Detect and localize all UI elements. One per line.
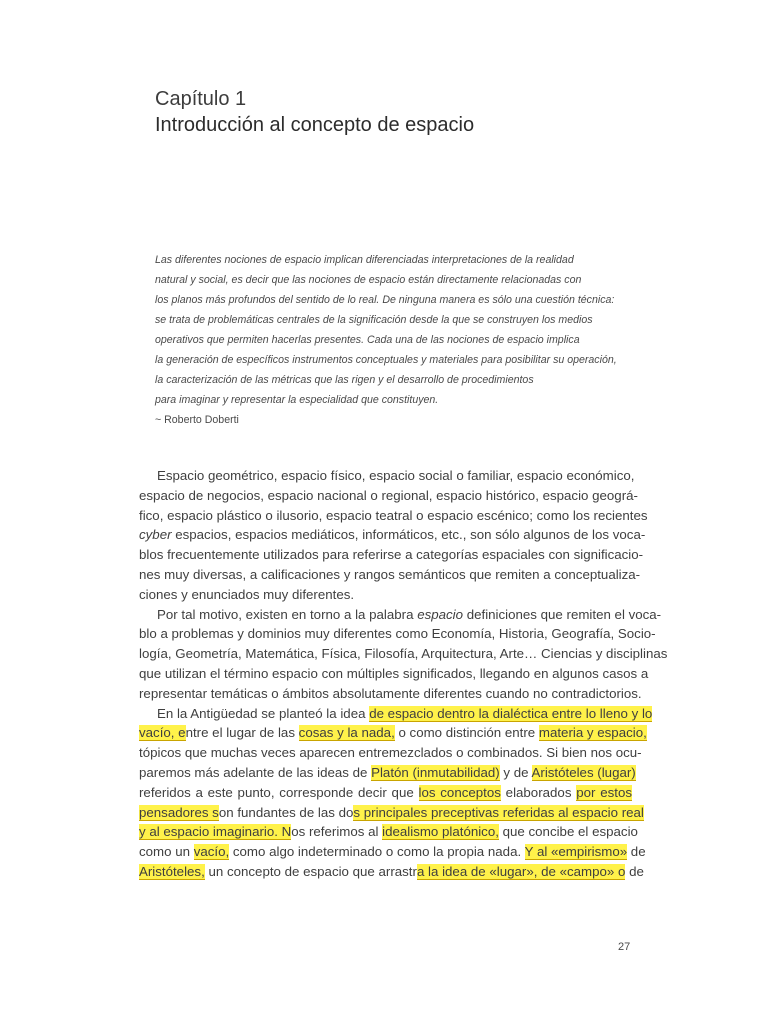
epigraph-line: Las diferentes nociones de espacio implican diferenciadas interpretaciones de la realidad: [155, 254, 574, 266]
epigraph-line: para imaginar y representar la especialidad que constituyen.: [155, 394, 439, 406]
highlight: Y al «empirismo»: [524, 844, 628, 860]
page-number: 27: [618, 941, 631, 953]
highlight: los conceptos: [418, 784, 501, 800]
text-run: referidos a este punto, corresponde decir que: [139, 784, 419, 800]
text-run: paremos más adelante de las ideas de: [139, 764, 372, 780]
body-line: ciones y enunciados muy diferentes.: [139, 586, 355, 602]
highlight: vacío, e: [139, 725, 186, 741]
body-line: [139, 525, 646, 545]
body-line: [139, 704, 653, 724]
body-line: espacio de negocios, espacio nacional o regional, espacio histórico, espacio geográ-: [139, 487, 638, 503]
text-run: os referimos al: [291, 824, 383, 840]
epigraph-line: la caracterización de las métricas que las rigen y el desarrollo de procedimientos: [155, 374, 534, 386]
chapter-label: Capítulo 1: [155, 88, 247, 110]
highlight: y al espacio imaginario. N: [139, 824, 292, 840]
epigraph-line: natural y social, es decir que las nociones de espacio están directamente relacionadas con: [155, 274, 582, 286]
epigraph-line: se trata de problemáticas centrales de la significación desde la que se construyen los medios: [155, 314, 593, 326]
highlight: idealismo platónico,: [382, 824, 499, 840]
body-line: blos frecuentemente utilizados para referirse a categorías espaciales con significacio-: [139, 547, 644, 563]
epigraph-line: la generación de específicos instrumentos conceptuales y materiales para posibilitar su operación,: [155, 354, 617, 366]
body-line: tópicos que muchas veces aparecen entremezclados o combinados. Si bien nos ocu-: [139, 745, 642, 761]
text-run: como un: [139, 844, 194, 860]
highlight: Aristóteles,: [139, 863, 205, 879]
highlight: pensadores s: [139, 804, 219, 820]
body-line: que utilizan el término espacio con múltiples significados, llegando en algunos casos a: [139, 665, 649, 681]
italic-term: espacio: [417, 606, 464, 622]
text-run: espacios, espacios mediáticos, informáticos, etc., son sólo algunos de los voca-: [171, 527, 646, 543]
highlight: de espacio dentro la dialéctica entre lo lleno y lo: [369, 705, 653, 721]
text-run: de: [627, 844, 646, 860]
text-run: definiciones que remiten el voca-: [463, 606, 662, 622]
highlight: por estos: [576, 784, 632, 800]
epigraph-line: operativos que permiten hacerlas presentes. Cada una de las nociones de espacio implica: [155, 334, 580, 346]
body-line: Espacio geométrico, espacio físico, espacio social o familiar, espacio económico,: [157, 468, 635, 483]
body-line: [139, 763, 636, 783]
text-run: elaborados: [500, 784, 577, 800]
highlight: materia y espacio,: [538, 725, 647, 741]
body-text: [139, 466, 668, 882]
body-line: blo a problemas y dominios muy diferentes como Economía, Historia, Geografía, Socio-: [139, 626, 656, 642]
highlight: cosas y la nada,: [298, 725, 395, 741]
body-line: logía, Geometría, Matemática, Física, Filosofía, Arquitectura, Arte… Ciencias y disciplinas: [139, 646, 668, 662]
text-run: como algo indeterminado o como la propia nada.: [229, 844, 525, 860]
body-line: [139, 822, 638, 842]
text-run: En la Antigüedad se planteó la idea: [157, 705, 370, 721]
body-line: representar temáticas o ámbitos absolutamente diferentes cuando no contradictorios.: [139, 685, 642, 701]
highlight: vacío,: [193, 844, 230, 860]
italic-term: cyber: [139, 527, 172, 543]
text-run: on fundantes de las do: [218, 804, 354, 820]
highlight: Platón (inmutabilidad): [371, 764, 500, 780]
body-line: [139, 723, 647, 743]
body-line: [139, 783, 632, 803]
body-line: nes muy diversas, a calificaciones y rangos semánticos que remiten a conceptualiza-: [139, 566, 641, 582]
text-run: que concibe el espacio: [498, 824, 638, 840]
text-run: de: [625, 863, 644, 879]
highlight: s principales preceptivas referidas al espacio real: [353, 804, 644, 820]
chapter-title: Introducción al concepto de espacio: [155, 114, 475, 136]
body-line: [139, 862, 644, 882]
text-run: y de: [499, 764, 532, 780]
text-run: o como distinción entre: [394, 725, 539, 741]
text-run: un concepto de espacio que arrastr: [204, 863, 417, 879]
epigraph-quote: [155, 250, 635, 430]
body-line: [139, 842, 646, 862]
body-line: [139, 605, 662, 625]
body-line: [139, 803, 644, 823]
epigraph-line: los planos más profundos del sentido de lo real. De ninguna manera es sólo una cuestión técnica:: [155, 294, 615, 306]
highlight: a la idea de «lugar», de «campo» o: [416, 863, 626, 879]
body-line: fico, espacio plástico o ilusorio, espacio teatral o espacio escénico; como los recientes: [139, 507, 648, 523]
text-run: Por tal motivo, existen en torno a la palabra: [157, 606, 418, 622]
highlight: Aristóteles (lugar): [531, 764, 636, 780]
text-run: ntre el lugar de las: [185, 725, 299, 741]
epigraph-author: ~ Roberto Doberti: [155, 414, 239, 426]
